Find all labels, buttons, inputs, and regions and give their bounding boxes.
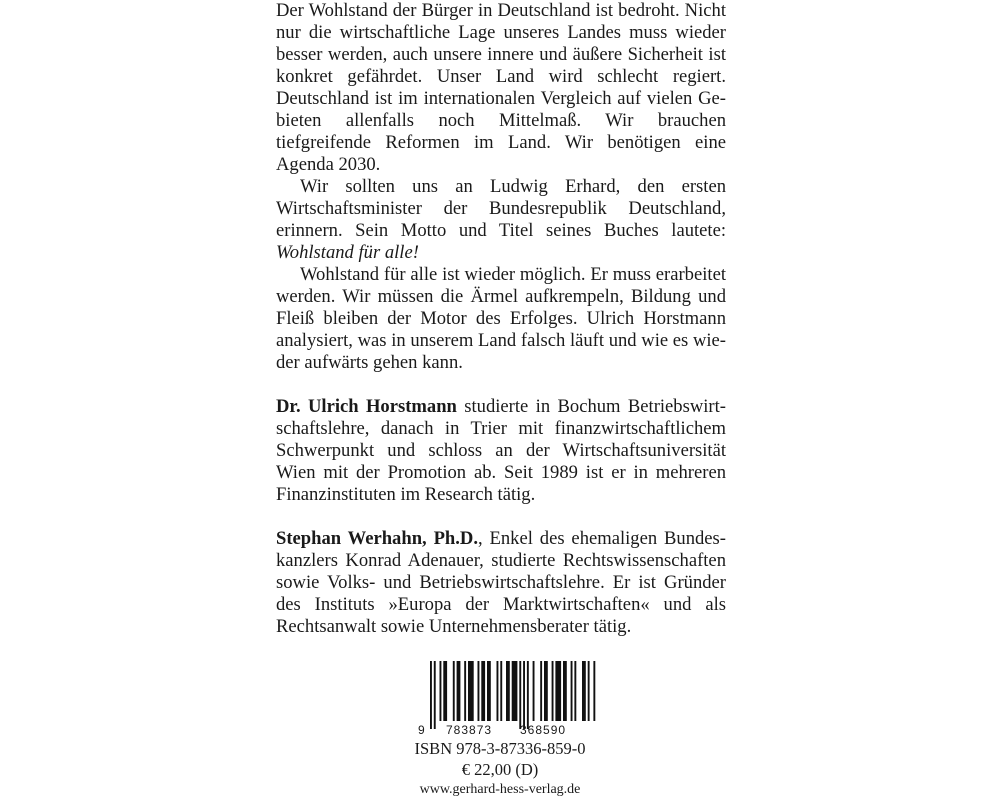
author-bio-werhahn-text (276, 528, 726, 638)
barcode-bar (588, 661, 590, 721)
author-bio-horstmann-text (276, 396, 726, 506)
author-name-werhahn: Stephan Werhahn, Ph.D. (276, 528, 478, 549)
barcode-bar (457, 661, 461, 721)
barcode-bar (478, 661, 480, 721)
blurb-paragraph-1: Der Wohlstand der Bürger in Deutschland ist bedroht. Nicht nur die wirtschaftliche Lage unseres Landes muss wieder besser werden, auch unsere innere und äußere Sicherheit ist konkret gefährdet. Unser Land wird schlecht regiert. Deutschland ist im internationalen Vergleich auf vielen Gebieten allenfalls noch Mittelmaß. Wir brauchen tiefgreifende Reformen im Land. Wir benötigen eine Agenda 2030. (276, 0, 726, 175)
barcode-bar (487, 661, 491, 721)
barcode-bar (523, 661, 525, 729)
author-name-horstmann: Dr. Ulrich Horstmann (276, 396, 457, 417)
author-bio-horstmann-body: studierte in Bochum Betriebswirtschaftslehre, danach in Trier mit finanzwirtschaftlichem Schwerpunkt und schloss an der Wirtschaftsuniversität Wien mit der Promotion ab. Seit 1989 ist er in mehreren Finanzinstituten im Research tätig. (276, 396, 726, 505)
barcode-bar (555, 661, 561, 721)
book-title-quote: Wohlstand für alle! (276, 242, 419, 263)
barcode-bar (443, 661, 447, 721)
imprint (360, 738, 640, 800)
barcode-bar (500, 661, 502, 721)
author-bio-werhahn (276, 528, 726, 638)
barcode-bar (430, 661, 432, 729)
blurb (276, 0, 726, 374)
barcode-digits-right: 368590 (520, 723, 567, 737)
barcode-bar (453, 661, 455, 721)
barcode-digits-left: 783873 (446, 723, 493, 737)
blurb-paragraph-2 (276, 176, 726, 264)
barcode-bar (574, 661, 576, 721)
isbn-barcode (414, 661, 596, 741)
author-bio-werhahn-body: , Enkel des ehemaligen Bundeskanzlers Konrad Adenauer, studierte Rechtswissenschaften sowie Volks- und Betriebswirtschaftslehre. Er ist Gründer des Instituts »Europa der Marktwirtschaften« und als Rechtsanwalt sowie Unternehmensberater tätig. (276, 528, 726, 637)
blurb-paragraph-3: Wohlstand für alle ist wieder möglich. Er muss erarbeitet werden. Wir müssen die Ärmel aufkrempeln, Bildung und Fleiß bleiben der Motor des Erfolges. Ulrich Horstmann analysiert, was in unserem Land falsch läuft und wie es wieder aufwärts gehen kann. (276, 264, 726, 373)
barcode-bar (552, 661, 554, 721)
barcode-bar (481, 661, 485, 721)
barcode-bars (414, 661, 596, 733)
barcode-bar (571, 661, 573, 721)
barcode-bar (464, 661, 466, 721)
barcode-bar (563, 661, 567, 721)
barcode-bar (544, 661, 548, 721)
isbn-number: ISBN 978-3-87336-859-0 (414, 739, 586, 758)
publisher-website: www.gerhard-hess-verlag.de (419, 782, 581, 797)
barcode-bar (497, 661, 499, 721)
barcode-bar (540, 661, 542, 721)
author-bio-horstmann (276, 396, 726, 506)
back-cover-text (276, 0, 726, 638)
barcode-bar (506, 661, 510, 721)
barcode-bar (512, 661, 518, 721)
barcode-bar (582, 661, 586, 721)
barcode-bar (519, 661, 521, 729)
barcode-bar (527, 661, 529, 729)
barcode-bar (440, 661, 442, 721)
barcode-bar (434, 661, 436, 729)
barcode-bar (593, 661, 595, 721)
barcode-digit-first: 9 (418, 723, 426, 737)
price: € 22,00 (D) (461, 760, 539, 779)
barcode-bar (533, 661, 535, 721)
barcode-bar (468, 661, 474, 721)
blurb-paragraph-2-text: Wir sollten uns an Ludwig Erhard, den ersten Wirtschaftsminister der Bundesrepublik Deutschland, erinnern. Sein Motto und Titel seines Buches lautete: (276, 176, 726, 241)
